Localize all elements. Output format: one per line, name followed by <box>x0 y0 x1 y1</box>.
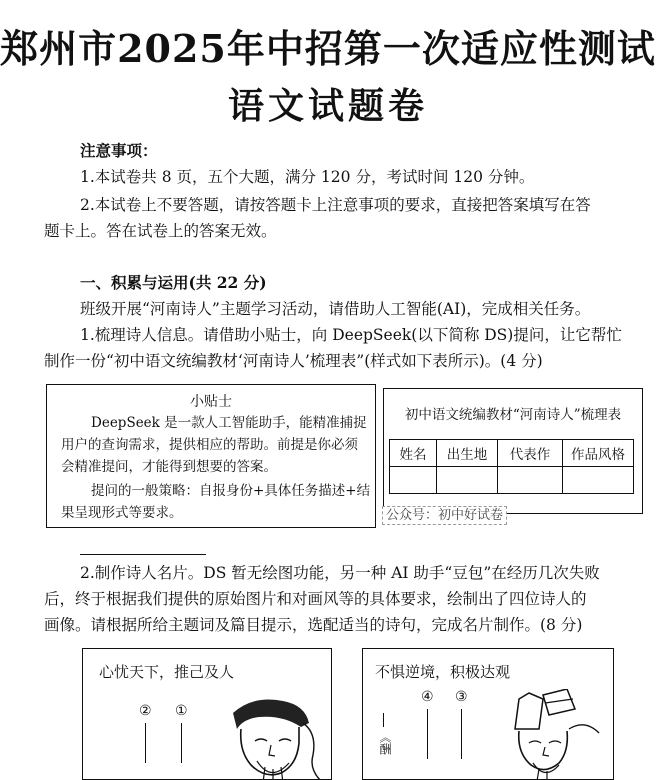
tips-line-4: 提问的一般策略：自报身份+具体任务描述+结 <box>91 483 371 499</box>
page-title: 郑州市2025年中招第一次适应性测试 <box>0 26 656 71</box>
section-1-intro: 班级开展“河南诗人”主题学习活动，请借助人工智能(AI)，完成相关任务。 <box>80 300 591 318</box>
card-2-side-text: 《酬 <box>378 731 392 755</box>
poet-card-1 <box>82 648 332 780</box>
poet-portrait-2 <box>489 689 609 780</box>
poet-table-title: 初中语文统编教材“河南诗人”梳理表 <box>404 407 622 423</box>
table-header-row <box>390 440 634 467</box>
tips-line-1: DeepSeek 是一款人工智能助手，能精准捕捉 <box>91 415 367 431</box>
blank-line-4 <box>427 709 428 759</box>
tips-line-5: 果呈现形式等要求。 <box>61 505 183 521</box>
card-2-theme: 不惧逆境，积极达观 <box>375 663 511 681</box>
poet-card-2 <box>362 648 614 780</box>
side-line <box>383 713 384 727</box>
tips-line-2: 用户的查询需求，提供相应的帮助。前提是你必须 <box>61 437 358 453</box>
notice-item-2-line-2: 题卡上。答在试卷上的答案无效。 <box>44 222 277 240</box>
question-2-line-2: 后，终于根据我们提供的原始图片和对画风等的具体要求，绘制出了四位诗人的 <box>44 590 587 608</box>
section-1-heading: 一、积累与运用(共 22 分) <box>80 273 267 292</box>
tips-line-3: 会精准提问，才能得到想要的答案。 <box>61 459 277 475</box>
table-header-name: 姓名 <box>390 440 437 467</box>
table-cell <box>390 467 437 494</box>
blank-line-1 <box>181 723 182 763</box>
notice-heading: 注意事项： <box>80 141 158 160</box>
table-header-style: 作品风格 <box>563 440 634 467</box>
notice-item-1: 1.本试卷共 8 页，五个大题，满分 120 分，考试时间 120 分钟。 <box>80 168 535 186</box>
question-2-line-1: 2.制作诗人名片。DS 暂无绘图功能，另一种 AI 助手“豆包”在经历几次失败 <box>80 564 600 582</box>
tips-title: 小贴士 <box>190 394 232 410</box>
divider <box>80 554 206 555</box>
card-2-mark-4: ④ <box>421 689 434 705</box>
table-cell <box>437 467 498 494</box>
card-2-mark-3: ③ <box>455 689 468 705</box>
tips-box <box>46 384 376 528</box>
table-cell <box>563 467 634 494</box>
poet-table-box <box>383 388 643 514</box>
table-row <box>390 467 634 494</box>
table-header-works: 代表作 <box>498 440 563 467</box>
blank-line-2 <box>145 723 146 763</box>
question-2-line-3: 画像。请根据所给主题词及篇目提示，选配适当的诗句，完成名片制作。(8 分) <box>44 616 583 634</box>
card-1-mark-1: ① <box>175 703 188 719</box>
page-subtitle: 语文试题卷 <box>227 85 428 127</box>
poet-portrait-1 <box>213 693 331 780</box>
question-1-line-2: 制作一份“初中语文统编教材‘河南诗人’梳理表”(样式如下表所示)。(4 分) <box>44 352 543 370</box>
blank-line-3 <box>461 709 462 759</box>
card-1-theme: 心忧天下，推己及人 <box>99 663 235 681</box>
notice-item-2-line-1: 2.本试卷上不要答题，请按答题卡上注意事项的要求，直接把答案填写在答 <box>80 196 591 214</box>
card-1-mark-2: ② <box>139 703 152 719</box>
watermark: 公众号：初中好试卷 <box>382 506 507 525</box>
table-header-birthplace: 出生地 <box>437 440 498 467</box>
table-cell <box>498 467 563 494</box>
poet-table <box>389 439 634 494</box>
question-1-line-1: 1.梳理诗人信息。请借助小贴士，向 DeepSeek(以下简称 DS)提问，让它帮忙 <box>80 326 622 344</box>
